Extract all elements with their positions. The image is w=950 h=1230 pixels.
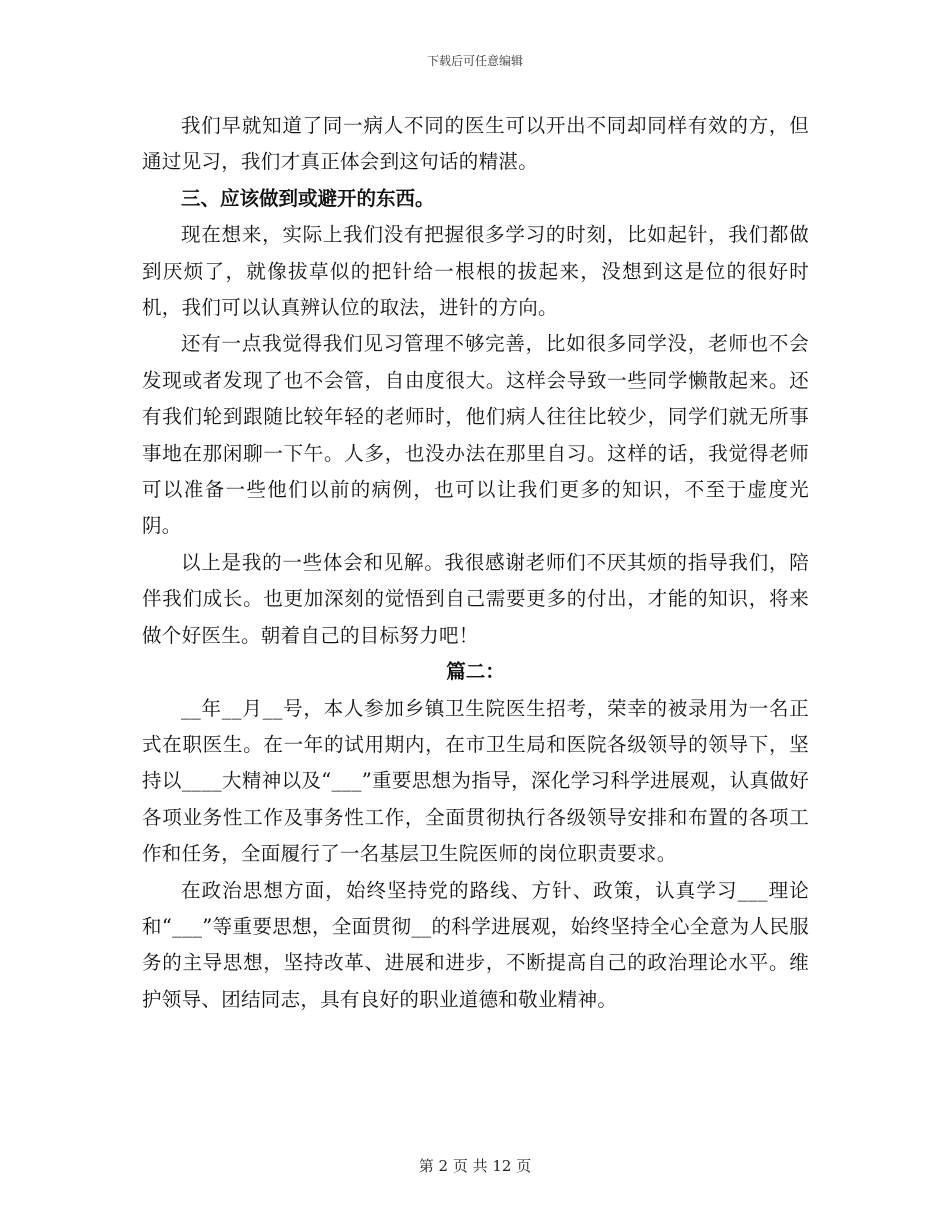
paragraph-1: 我们早就知道了同一病人不同的医生可以开出不同却同样有效的方，但通过见习，我们才真正体会到这句话的精湛。 [142, 114, 809, 174]
paragraph-5: __年__月__号，本人参加乡镇卫生院医生招考，荣幸的被录用为一名正式在职医生。在一年的试用期内，在市卫生局和医院各级领导的领导下，坚持以____大精神以及“___”重要思想为指导，深化学习科学进展观，认真做好各项业务性工作及事务性工作，全面贯彻执行各级领导安排和布置的各项工作和任务，全面履行了一名基层卫生院医师的岗位职责要求。 [142, 696, 809, 866]
paragraph-3: 还有一点我觉得我们见习管理不够完善，比如很多同学没，老师也不会发现或者发现了也不会管，自由度很大。这样会导致一些同学懒散起来。还有我们轮到跟随比较年轻的老师时，他们病人往往比较少，同学们就无所事事地在那闲聊一下午。人多，也没办法在那里自习。这样的话，我觉得老师可以准备一些他们以前的病例，也可以让我们更多的知识，不至于虚度光阴。 [142, 332, 809, 538]
document-body [142, 108, 809, 1018]
section-2-title: 篇二： [446, 660, 505, 684]
page-header: 下载后可任意编辑 [426, 54, 523, 68]
heading-section-3: 三、应该做到或避开的东西。 [181, 186, 435, 210]
paragraph-4: 以上是我的一些体会和见解。我很感谢老师们不厌其烦的指导我们，陪伴我们成长。也更加深刻的觉悟到自己需要更多的付出，才能的知识，将来做个好医生。朝着自己的目标努力吧！ [142, 550, 809, 647]
paragraph-2: 现在想来，实际上我们没有把握很多学习的时刻，比如起针，我们都做到厌烦了，就像拔草似的把针给一根根的拔起来，没想到这是位的很好时机，我们可以认真辨认位的取法，进针的方向。 [142, 223, 809, 320]
page-footer: 第 2 页 共 12 页 [418, 1157, 532, 1175]
paragraph-6: 在政治思想方面，始终坚持党的路线、方针、政策，认真学习___理论和“___”等重要思想，全面贯彻__的科学进展观，始终坚持全心全意为人民服务的主导思想，坚持改革、进展和进步，不断提高自己的政治理论水平。维护领导、团结同志，具有良好的职业道德和敬业精神。 [142, 878, 809, 1011]
